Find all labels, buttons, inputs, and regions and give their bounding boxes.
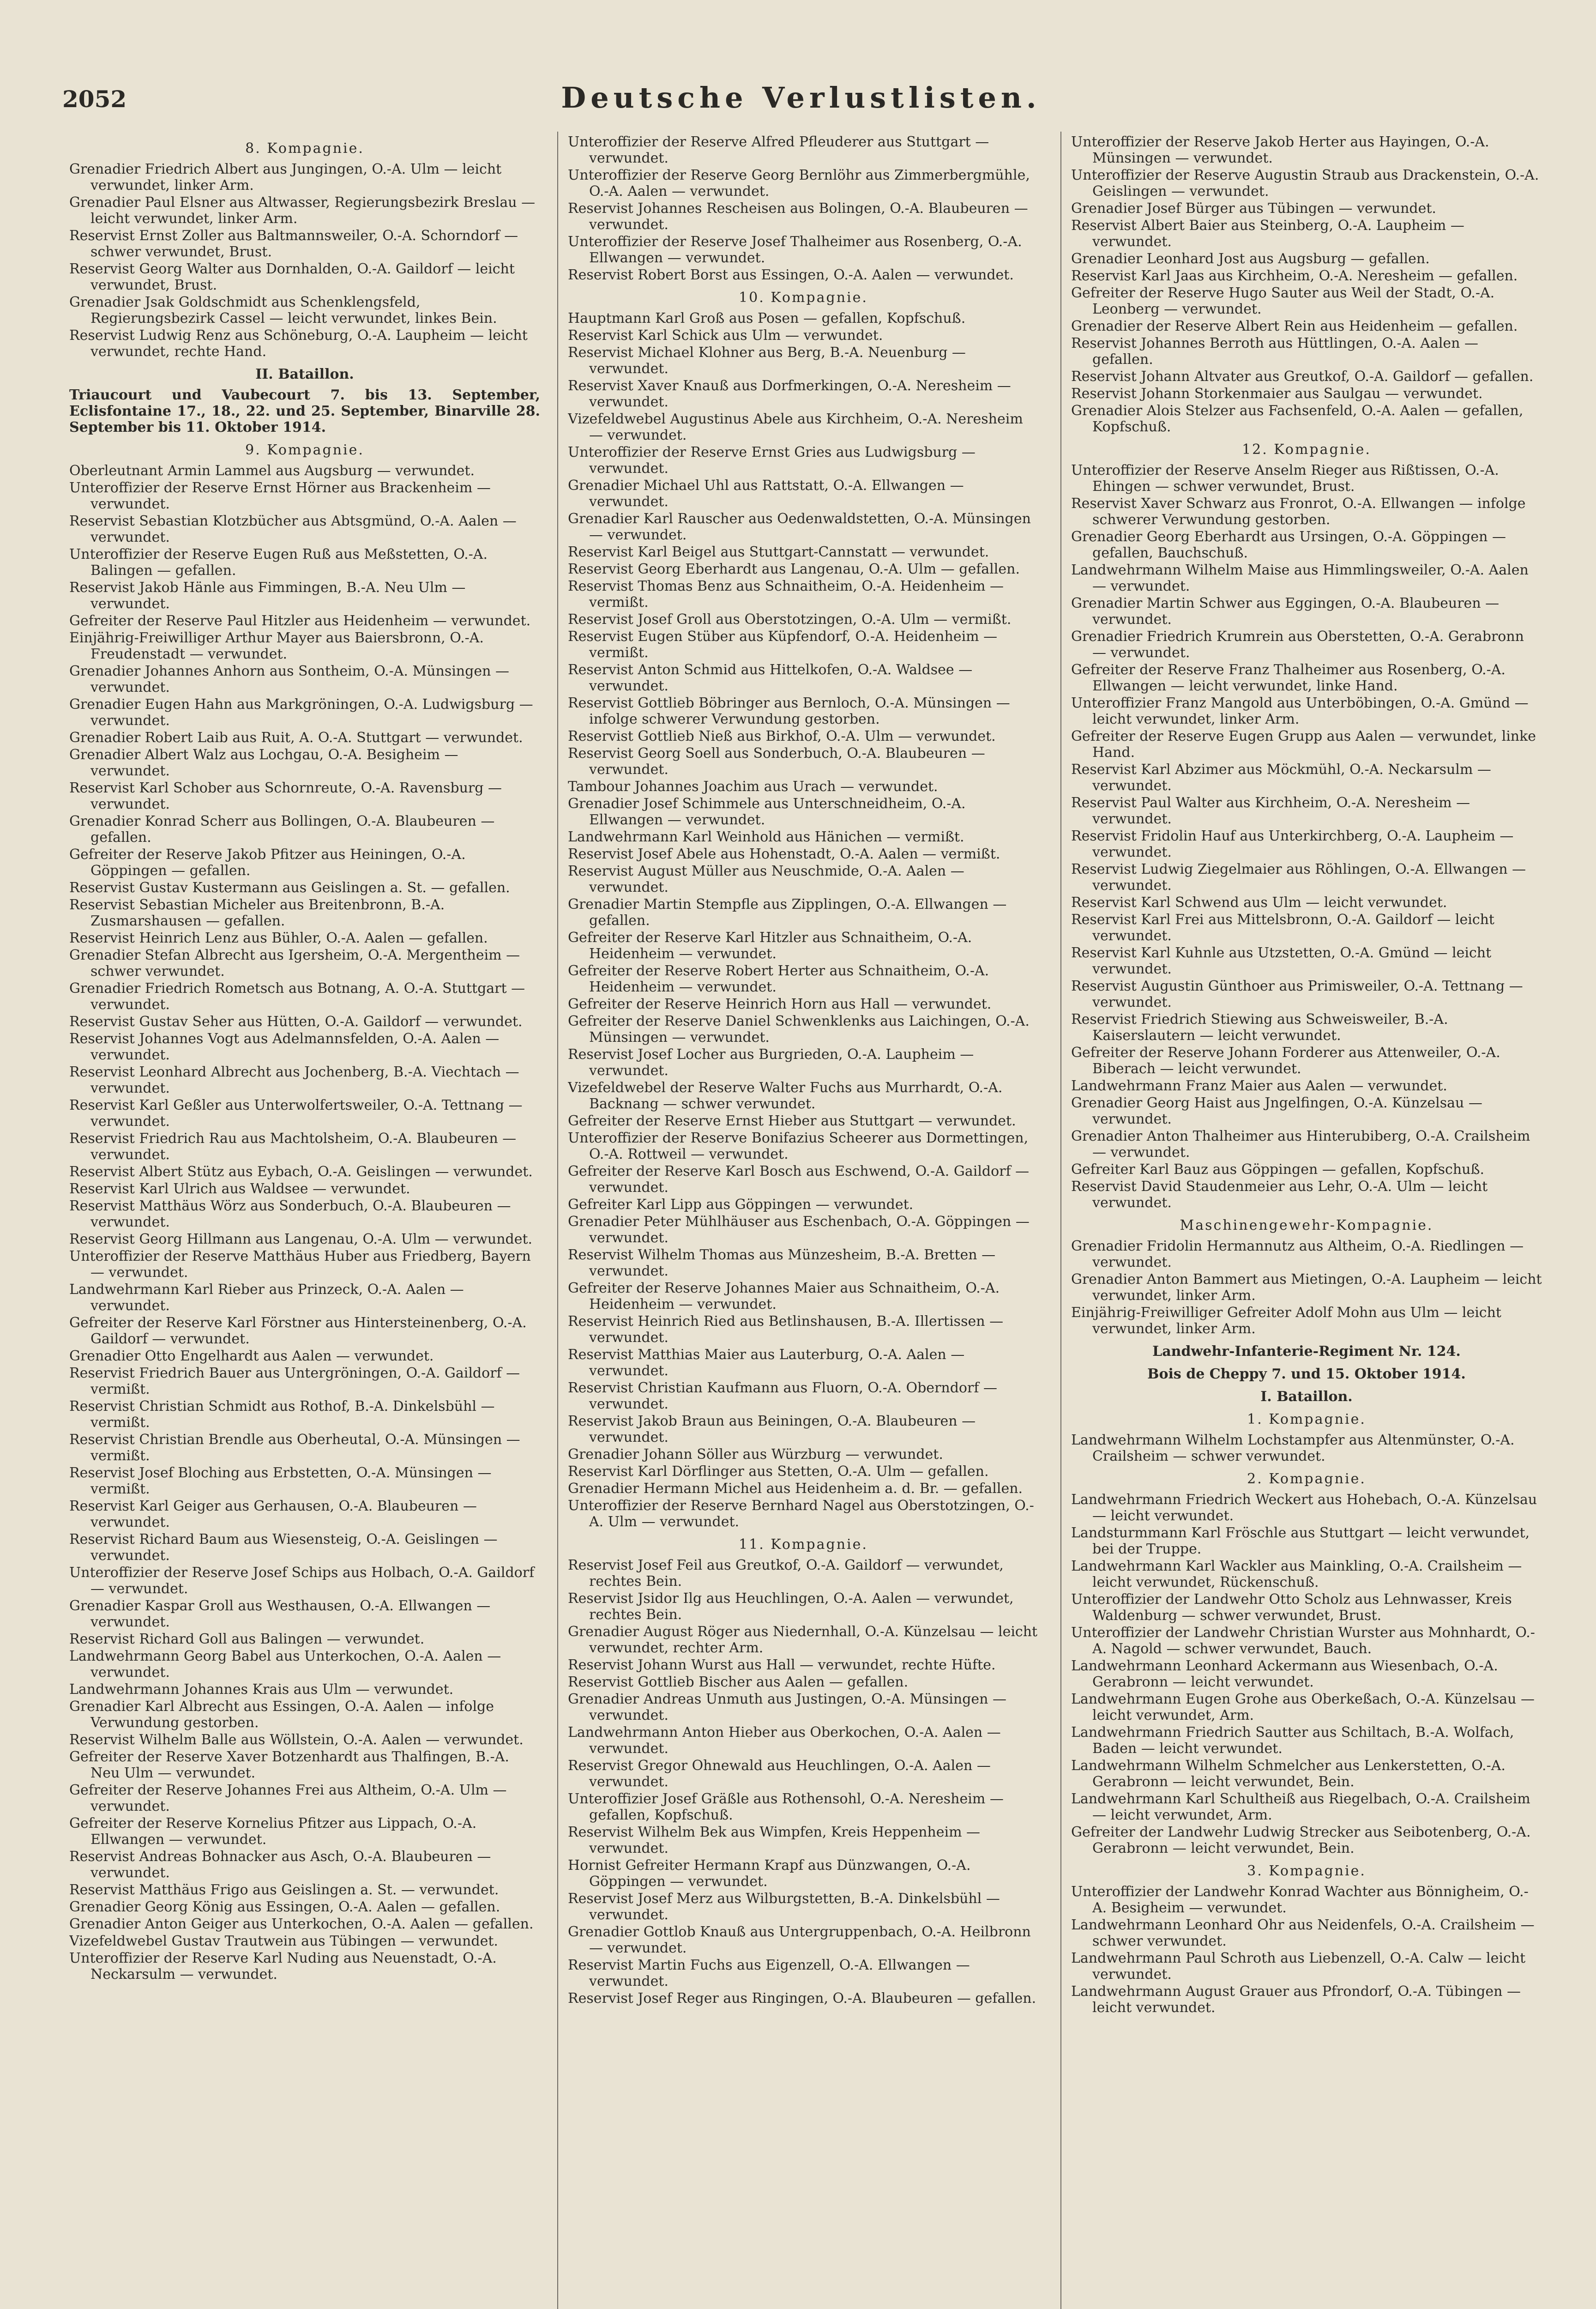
- casualty-entry: Unteroffizier der Reserve Josef Schips aus Holbach, O.-A. Gaildorf — verwundet.: [69, 1565, 535, 1597]
- casualty-entry: Grenadier Fridolin Hermannutz aus Altheim, O.-A. Riedlingen — verwundet.: [1071, 1238, 1524, 1270]
- casualty-entry: Gefreiter der Reserve Daniel Schwenklenks aus Laichingen, O.-A. Münsingen — verwundet.: [568, 1013, 1030, 1046]
- casualty-entry: Reservist Josef Locher aus Burgrieden, O.-A. Laupheim — verwundet.: [568, 1046, 974, 1079]
- casualty-entry: Reservist Xaver Schwarz aus Fronrot, O.-A. Ellwangen — infolge schwerer Verwundung gestorben.: [1071, 496, 1526, 528]
- casualty-entry: Hornist Gefreiter Hermann Krapf aus Dünzwangen, O.-A. Göppingen — verwundet.: [568, 1857, 971, 1890]
- casualty-entry: Grenadier Jsak Goldschmidt aus Schenklengsfeld, Regierungsbezirk Cassel — leicht verwundet, linkes Bein.: [69, 294, 497, 326]
- casualty-entry: Unteroffizier der Reserve Ernst Gries aus Ludwigsburg — verwundet.: [568, 444, 976, 477]
- casualty-entry: Grenadier Johann Söller aus Würzburg — verwundet.: [568, 1446, 943, 1463]
- section-heading: I. Bataillon.: [1260, 1389, 1353, 1405]
- casualty-entry: Reservist Karl Dörflinger aus Stetten, O.-A. Ulm — gefallen.: [568, 1463, 989, 1480]
- casualty-entry: Unteroffizier der Reserve Karl Nuding aus Neuenstadt, O.-A. Neckarsulm — verwundet.: [69, 1950, 497, 1983]
- casualty-entry: Grenadier Alois Stelzer aus Fachsenfeld, O.-A. Aalen — gefallen, Kopfschuß.: [1071, 403, 1524, 435]
- casualty-entry: Reservist Paul Walter aus Kirchheim, O.-A. Neresheim — verwundet.: [1071, 795, 1470, 827]
- casualty-entry: Landwehrmann Karl Rieber aus Prinzeck, O.-A. Aalen — verwundet.: [69, 1281, 464, 1314]
- casualty-entry: Unteroffizier Josef Gräßle aus Rothensohl, O.-A. Neresheim — gefallen, Kopfschuß.: [568, 1791, 1004, 1823]
- casualty-entry: Reservist Michael Klohner aus Berg, B.-A. Neuenburg — verwundet.: [568, 345, 966, 377]
- casualty-entry: Grenadier Friedrich Albert aus Jungingen, O.-A. Ulm — leicht verwundet, linker Arm.: [69, 161, 502, 193]
- column-rule: [557, 132, 558, 2309]
- casualty-entry: Reservist Andreas Bohnacker aus Asch, O.-A. Blaubeuren — verwundet.: [69, 1849, 491, 1881]
- casualty-entry: Reservist Martin Fuchs aus Eigenzell, O.-A. Ellwangen — verwundet.: [568, 1957, 970, 1989]
- casualty-entry: Gefreiter der Reserve Eugen Grupp aus Aalen — verwundet, linke Hand.: [1071, 728, 1536, 761]
- casualty-entry: Grenadier Paul Elsner aus Altwasser, Regierungsbezirk Breslau — leicht verwundet, linker Arm.: [69, 194, 536, 227]
- casualty-entry: Reservist Christian Brendle aus Oberheutal, O.-A. Münsingen — vermißt.: [69, 1432, 520, 1464]
- casualty-entry: Landwehrmann Friedrich Sautter aus Schiltach, B.-A. Wolfach, Baden — leicht verwundet.: [1071, 1724, 1514, 1757]
- casualty-entry: Landwehrmann Karl Wackler aus Mainkling, O.-A. Crailsheim — leicht verwundet, Rückenschuß.: [1071, 1558, 1522, 1590]
- casualty-entry: Grenadier Gottlob Knauß aus Untergruppenbach, O.-A. Heilbronn — verwundet.: [568, 1924, 1031, 1956]
- casualty-entry: Reservist Karl Geßler aus Unterwolfertsweiler, O.-A. Tettnang — verwundet.: [69, 1097, 523, 1130]
- casualty-entry: Reservist Johannes Berroth aus Hüttlingen, O.-A. Aalen — gefallen.: [1071, 335, 1479, 368]
- casualty-entry: Grenadier Josef Schimmele aus Unterschneidheim, O.-A. Ellwangen — verwundet.: [568, 796, 966, 828]
- casualty-entry: Grenadier Karl Rauscher aus Oedenwaldstetten, O.-A. Münsingen — verwundet.: [568, 511, 1031, 543]
- casualty-entry: Gefreiter der Reserve Karl Hitzler aus Schnaitheim, O.-A. Heidenheim — verwundet.: [568, 930, 972, 962]
- casualty-entry: Reservist Karl Schober aus Schornreute, O.-A. Ravensburg — verwundet.: [69, 780, 502, 812]
- casualty-entry: Reservist Friedrich Bauer aus Untergröningen, O.-A. Gaildorf — vermißt.: [69, 1365, 520, 1397]
- casualty-entry: Grenadier Georg Eberhardt aus Ursingen, O.-A. Göppingen — gefallen, Bauchschuß.: [1071, 529, 1506, 561]
- casualty-entry: Landwehrmann Karl Weinhold aus Hänichen — vermißt.: [568, 829, 964, 845]
- casualty-entry: Reservist Richard Goll aus Balingen — verwundet.: [69, 1631, 425, 1647]
- casualty-entry: Reservist Friedrich Stiewing aus Schweisweiler, B.-A. Kaiserslautern — leicht verwundet.: [1071, 1011, 1448, 1044]
- casualty-entry: Unteroffizier der Reserve Bernhard Nagel aus Oberstotzingen, O.-A. Ulm — verwundet.: [568, 1498, 1034, 1530]
- company-heading: 1. Kompagnie.: [1247, 1411, 1366, 1427]
- casualty-entry: Grenadier Eugen Hahn aus Markgröningen, O.-A. Ludwigsburg — verwundet.: [69, 696, 533, 729]
- casualty-entry: Reservist Anton Schmid aus Hittelkofen, O.-A. Waldsee — verwundet.: [568, 662, 973, 694]
- casualty-entry: Gefreiter der Reserve Jakob Pfitzer aus Heiningen, O.-A. Göppingen — gefallen.: [69, 846, 466, 879]
- casualty-entry: Reservist Matthias Maier aus Lauterburg, O.-A. Aalen — verwundet.: [568, 1347, 965, 1379]
- casualty-entry: Reservist Heinrich Lenz aus Bühler, O.-A. Aalen — gefallen.: [69, 930, 488, 946]
- casualty-entry: Grenadier Peter Mühlhäuser aus Eschenbach, O.-A. Göppingen — verwundet.: [568, 1214, 1030, 1246]
- casualty-entry: Reservist Karl Schick aus Ulm — verwundet.: [568, 327, 883, 344]
- casualty-entry: Reservist Eugen Stüber aus Küpfendorf, O.-A. Heidenheim — vermißt.: [568, 629, 998, 661]
- casualty-entry: Grenadier Leonhard Jost aus Augsburg — gefallen.: [1071, 251, 1430, 267]
- casualty-entry: Grenadier Friedrich Rometsch aus Botnang, A. O.-A. Stuttgart — verwundet.: [69, 980, 525, 1013]
- page-title: Deutsche Verlustlisten.: [561, 81, 1041, 115]
- casualty-entry: Reservist Karl Jaas aus Kirchheim, O.-A. Neresheim — gefallen.: [1071, 268, 1518, 284]
- casualty-entry: Reservist Heinrich Ried aus Betlinshausen, B.-A. Illertissen — verwundet.: [568, 1313, 1004, 1346]
- casualty-entry: Grenadier Georg Haist aus Jngelfingen, O.-A. Künzelsau — verwundet.: [1071, 1095, 1482, 1127]
- casualty-entry: Reservist Friedrich Rau aus Machtolsheim, O.-A. Blaubeuren — verwundet.: [69, 1130, 517, 1163]
- casualty-entry: Gefreiter der Reserve Paul Hitzler aus Heidenheim — verwundet.: [69, 613, 531, 629]
- casualty-entry: Landsturmmann Karl Fröschle aus Stuttgart — leicht verwundet, bei der Truppe.: [1071, 1525, 1530, 1557]
- casualty-entry: Reservist Christian Kaufmann aus Fluorn, O.-A. Oberndorf — verwundet.: [568, 1380, 997, 1412]
- casualty-entry: Landwehrmann Franz Maier aus Aalen — verwundet.: [1071, 1078, 1447, 1094]
- casualty-entry: Reservist Karl Schwend aus Ulm — leicht verwundet.: [1071, 895, 1447, 911]
- casualty-entry: Grenadier Robert Laib aus Ruit, A. O.-A. Stuttgart — verwundet.: [69, 730, 523, 746]
- casualty-entry: Gefreiter der Reserve Johann Forderer aus Attenweiler, O.-A. Biberach — leicht verwundet.: [1071, 1045, 1500, 1077]
- casualty-entry: Grenadier Otto Engelhardt aus Aalen — verwundet.: [69, 1348, 434, 1364]
- casualty-entry: Reservist Wilhelm Bek aus Wimpfen, Kreis Heppenheim — verwundet.: [568, 1824, 981, 1856]
- casualty-entry: Gefreiter der Reserve Heinrich Horn aus Hall — verwundet.: [568, 996, 992, 1012]
- casualty-entry: Unteroffizier der Reserve Augustin Straub aus Drackenstein, O.-A. Geislingen — verwundet.: [1071, 167, 1539, 199]
- casualty-entry: Reservist Wilhelm Balle aus Wöllstein, O.-A. Aalen — verwundet.: [69, 1732, 524, 1748]
- casualty-entry: Reservist Johann Wurst aus Hall — verwundet, rechte Hüfte.: [568, 1657, 996, 1673]
- casualty-entry: Vizefeldwebel Gustav Trautwein aus Tübingen — verwundet.: [69, 1933, 498, 1949]
- page-number: 2052: [62, 85, 127, 113]
- casualty-entry: Reservist Ludwig Renz aus Schöneburg, O.-A. Laupheim — leicht verwundet, rechte Hand.: [69, 327, 528, 360]
- casualty-entry: Reservist Johann Altvater aus Greutkof, O.-A. Gaildorf — gefallen.: [1071, 369, 1534, 385]
- casualty-entry: Reservist August Müller aus Neuschmide, O.-A. Aalen — verwundet.: [568, 863, 964, 895]
- casualty-entry: Gefreiter der Reserve Robert Herter aus Schnaitheim, O.-A. Heidenheim — verwundet.: [568, 963, 989, 995]
- casualty-entry: Reservist Gottlieb Böbringer aus Bernloch, O.-A. Münsingen — infolge schwerer Verwundung gestorben.: [568, 695, 1010, 727]
- casualty-entry: Gefreiter Karl Lipp aus Göppingen — verwundet.: [568, 1197, 914, 1213]
- casualty-entry: Reservist Jakob Braun aus Beiningen, O.-A. Blaubeuren — verwundet.: [568, 1413, 976, 1445]
- casualty-entry: Landwehrmann Wilhelm Schmelcher aus Lenkerstetten, O.-A. Gerabronn — leicht verwundet, Bein.: [1071, 1758, 1506, 1790]
- casualty-entry: Grenadier Karl Albrecht aus Essingen, O.-A. Aalen — infolge Verwundung gestorben.: [69, 1699, 494, 1731]
- casualty-entry: Grenadier Albert Walz aus Lochgau, O.-A. Besigheim — verwundet.: [69, 747, 458, 779]
- casualty-entry: Reservist Josef Merz aus Wilburgstetten, B.-A. Dinkelsbühl — verwundet.: [568, 1891, 1000, 1923]
- casualty-entry: Landwehrmann Eugen Grohe aus Oberkeßach, O.-A. Künzelsau — leicht verwundet, Arm.: [1071, 1691, 1535, 1723]
- casualty-entry: Grenadier Anton Geiger aus Unterkochen, O.-A. Aalen — gefallen.: [69, 1916, 534, 1932]
- casualty-entry: Reservist Josef Reger aus Ringingen, O.-A. Blaubeuren — gefallen.: [568, 1990, 1036, 2007]
- casualty-entry: Landwehrmann Anton Hieber aus Oberkochen, O.-A. Aalen — verwundet.: [568, 1724, 1001, 1757]
- casualty-entry: Reservist Josef Feil aus Greutkof, O.-A. Gaildorf — verwundet, rechtes Bein.: [568, 1557, 1004, 1590]
- casualty-entry: Gefreiter der Reserve Hugo Sauter aus Weil der Stadt, O.-A. Leonberg — verwundet.: [1071, 285, 1495, 317]
- casualty-entry: Reservist Matthäus Frigo aus Geislingen a. St. — verwundet.: [69, 1882, 499, 1898]
- casualty-entry: Reservist Johann Storkenmaier aus Saulgau — verwundet.: [1071, 386, 1483, 402]
- column-rule: [1060, 132, 1061, 2309]
- casualty-entry: Landwehrmann Leonhard Ohr aus Neidenfels, O.-A. Crailsheim — schwer verwundet.: [1071, 1917, 1535, 1949]
- section-heading: Bois de Cheppy 7. und 15. Oktober 1914.: [1147, 1366, 1466, 1382]
- casualty-entry: Unteroffizier der Reserve Georg Bernlöhr aus Zimmerbergmühle, O.-A. Aalen — verwundet.: [568, 167, 1030, 199]
- casualty-entry: Gefreiter der Reserve Johannes Frei aus Altheim, O.-A. Ulm — verwundet.: [69, 1782, 507, 1814]
- casualty-entry: Grenadier Hermann Michel aus Heidenheim a. d. Br. — gefallen.: [568, 1481, 1023, 1497]
- casualty-entry: Grenadier Martin Stempfle aus Zipplingen, O.-A. Ellwangen — gefallen.: [568, 896, 1007, 929]
- casualty-entry: Landwehrmann Wilhelm Maise aus Himmlingsweiler, O.-A. Aalen — verwundet.: [1071, 562, 1529, 594]
- casualty-entry: Reservist Jsidor Ilg aus Heuchlingen, O.-A. Aalen — verwundet, rechtes Bein.: [568, 1590, 1014, 1623]
- casualty-entry: Reservist Christian Schmidt aus Rothof, B.-A. Dinkelsbühl — vermißt.: [69, 1398, 495, 1431]
- company-heading: 2. Kompagnie.: [1247, 1471, 1366, 1487]
- casualty-entry: Unteroffizier der Reserve Jakob Herter aus Hayingen, O.-A. Münsingen — verwundet.: [1071, 134, 1489, 166]
- casualty-entry: Gefreiter Karl Bauz aus Göppingen — gefallen, Kopfschuß.: [1071, 1161, 1485, 1178]
- casualty-entry: Unteroffizier der Reserve Alfred Pfleuderer aus Stuttgart — verwundet.: [568, 134, 989, 166]
- casualty-entry: Grenadier Michael Uhl aus Rattstatt, O.-A. Ellwangen — verwundet.: [568, 478, 964, 510]
- casualty-entry: Reservist Gustav Kustermann aus Geislingen a. St. — gefallen.: [69, 880, 510, 896]
- casualty-entry: Grenadier Friedrich Krumrein aus Oberstetten, O.-A. Gerabronn — verwundet.: [1071, 629, 1524, 661]
- casualty-entry: Grenadier Josef Bürger aus Tübingen — verwundet.: [1071, 200, 1436, 217]
- casualty-entry: Unteroffizier der Reserve Bonifazius Scheerer aus Dormettingen, O.-A. Rottweil — verwundet.: [568, 1130, 1029, 1162]
- casualty-entry: Unteroffizier der Landwehr Christian Wurster aus Mohnhardt, O.-A. Nagold — schwer verwundet, Bauch.: [1071, 1625, 1535, 1657]
- casualty-entry: Reservist Wilhelm Thomas aus Münzesheim, B.-A. Bretten — verwundet.: [568, 1247, 996, 1279]
- casualty-entry: Unteroffizier der Reserve Eugen Ruß aus Meßstetten, O.-A. Balingen — gefallen.: [69, 546, 488, 579]
- casualty-entry: Reservist Johannes Rescheisen aus Bolingen, O.-A. Blaubeuren — verwundet.: [568, 200, 1028, 233]
- casualty-entry: Gefreiter der Landwehr Ludwig Strecker aus Seibotenberg, O.-A. Gerabronn — leicht verwundet, Bein.: [1071, 1824, 1531, 1856]
- casualty-entry: Reservist Sebastian Klotzbücher aus Abtsgmünd, O.-A. Aalen — verwundet.: [69, 513, 517, 545]
- company-heading: 11. Kompagnie.: [739, 1536, 868, 1553]
- casualty-entry: Grenadier Anton Bammert aus Mietingen, O.-A. Laupheim — leicht verwundet, linker Arm.: [1071, 1271, 1542, 1304]
- casualty-entry: Einjährig-Freiwilliger Gefreiter Adolf Mohn aus Ulm — leicht verwundet, linker Arm.: [1071, 1305, 1501, 1337]
- casualty-entry: Reservist Karl Ulrich aus Waldsee — verwundet.: [69, 1181, 410, 1197]
- casualty-entry: Unteroffizier der Landwehr Konrad Wachter aus Bönnigheim, O.-A. Besigheim — verwundet.: [1071, 1884, 1529, 1916]
- casualty-entry: Unteroffizier der Reserve Ernst Hörner aus Brackenheim — verwundet.: [69, 480, 491, 512]
- casualty-entry: Grenadier Andreas Unmuth aus Justingen, O.-A. Münsingen — verwundet.: [568, 1691, 1007, 1723]
- casualty-entry: Gefreiter der Reserve Johannes Maier aus Schnaitheim, O.-A. Heidenheim — verwundet.: [568, 1280, 1000, 1312]
- casualty-entry: Reservist Matthäus Wörz aus Sonderbuch, O.-A. Blaubeuren — verwundet.: [69, 1198, 511, 1230]
- casualty-entry: Reservist Fridolin Hauf aus Unterkirchberg, O.-A. Laupheim — verwundet.: [1071, 828, 1514, 860]
- casualty-entry: Reservist Josef Abele aus Hohenstadt, O.-A. Aalen — vermißt.: [568, 846, 1000, 862]
- casualty-entry: Tambour Johannes Joachim aus Urach — verwundet.: [568, 779, 938, 795]
- casualty-entry: Unteroffizier der Landwehr Otto Scholz aus Lehnwasser, Kreis Waldenburg — schwer verwundet, Brust.: [1071, 1591, 1512, 1624]
- column-3: [1071, 134, 1542, 2309]
- casualty-entry: Reservist Sebastian Micheler aus Breitenbronn, B.-A. Zusmarshausen — gefallen.: [69, 897, 445, 929]
- casualty-entry: Gefreiter der Reserve Karl Förstner aus Hintersteinenberg, O.-A. Gaildorf — verwundet.: [69, 1315, 527, 1347]
- casualty-entry: Reservist Albert Baier aus Steinberg, O.-A. Laupheim — verwundet.: [1071, 218, 1464, 250]
- casualty-entry: Vizefeldwebel der Reserve Walter Fuchs aus Murrhardt, O.-A. Backnang — schwer verwundet.: [568, 1080, 1003, 1112]
- casualty-entry: Reservist Johannes Vogt aus Adelmannsfelden, O.-A. Aalen — verwundet.: [69, 1031, 500, 1063]
- company-heading: 8. Kompagnie.: [245, 140, 364, 157]
- casualty-entry: Reservist Georg Hillmann aus Langenau, O.-A. Ulm — verwundet.: [69, 1231, 533, 1247]
- casualty-entry: Reservist Augustin Günthoer aus Primisweiler, O.-A. Tettnang — verwundet.: [1071, 978, 1523, 1010]
- section-heading: Landwehr-Infanterie-Regiment Nr. 124.: [1152, 1343, 1461, 1360]
- casualty-entry: Reservist Karl Kuhnle aus Utzstetten, O.-A. Gmünd — leicht verwundet.: [1071, 945, 1492, 977]
- casualty-entry: Gefreiter der Reserve Franz Thalheimer aus Rosenberg, O.-A. Ellwangen — leicht verwundet, linke Hand.: [1071, 662, 1506, 694]
- casualty-entry: Landwehrmann Friedrich Weckert aus Hohebach, O.-A. Künzelsau — leicht verwundet.: [1071, 1492, 1537, 1524]
- company-heading: 12. Kompagnie.: [1242, 441, 1371, 458]
- column-2: [568, 134, 1039, 2309]
- casualty-entry: Reservist Karl Beigel aus Stuttgart-Cannstatt — verwundet.: [568, 544, 989, 560]
- casualty-entry: Gefreiter der Reserve Ernst Hieber aus Stuttgart — verwundet.: [568, 1113, 1016, 1129]
- casualty-entry: Gefreiter der Reserve Xaver Botzenhardt aus Thalfingen, B.-A. Neu Ulm — verwundet.: [69, 1749, 509, 1781]
- casualty-entry: Reservist Ludwig Ziegelmaier aus Röhlingen, O.-A. Ellwangen — verwundet.: [1071, 861, 1526, 894]
- casualty-entry: Grenadier Johannes Anhorn aus Sontheim, O.-A. Münsingen — verwundet.: [69, 663, 509, 695]
- casualty-entry: Reservist Josef Groll aus Oberstotzingen, O.-A. Ulm — vermißt.: [568, 611, 1012, 628]
- column-1: [69, 134, 540, 2309]
- casualty-entry: Reservist Xaver Knauß aus Dorfmerkingen, O.-A. Neresheim — verwundet.: [568, 378, 1011, 410]
- casualty-entry: Reservist Josef Bloching aus Erbstetten, O.-A. Münsingen — vermißt.: [69, 1465, 492, 1497]
- casualty-entry: Reservist Gregor Ohnewald aus Heuchlingen, O.-A. Aalen — verwundet.: [568, 1758, 991, 1790]
- casualty-entry: Reservist Ernst Zoller aus Baltmannsweiler, O.-A. Schorndorf — schwer verwundet, Brust.: [69, 228, 518, 260]
- casualty-entry: Gefreiter der Reserve Karl Bosch aus Eschwend, O.-A. Gaildorf — verwundet.: [568, 1163, 1030, 1196]
- casualty-entry: Reservist Gottlieb Bischer aus Aalen — gefallen.: [568, 1674, 909, 1690]
- casualty-entry: Grenadier August Röger aus Niedernhall, O.-A. Künzelsau — leicht verwundet, rechter Arm.: [568, 1624, 1038, 1656]
- casualty-entry: Unteroffizier der Reserve Matthäus Huber aus Friedberg, Bayern — verwundet.: [69, 1248, 531, 1281]
- casualty-entry: Landwehrmann Johannes Krais aus Ulm — verwundet.: [69, 1681, 454, 1698]
- casualty-entry: Reservist Gottlieb Nieß aus Birkhof, O.-A. Ulm — verwundet.: [568, 728, 996, 744]
- casualty-entry: Oberleutnant Armin Lammel aus Augsburg — verwundet.: [69, 463, 475, 479]
- place-date-line: Triaucourt und Vaubecourt 7. bis 13. September, Eclisfontaine 17., 18., 22. und 25. September, Binarville 28. September bis 11. Oktober 1914.: [69, 387, 540, 435]
- casualty-entry: Unteroffizier der Reserve Anselm Rieger aus Rißtissen, O.-A. Ehingen — schwer verwundet, Brust.: [1071, 462, 1499, 495]
- company-heading: Maschinengewehr-Kompagnie.: [1180, 1217, 1433, 1233]
- casualty-entry: Reservist Richard Baum aus Wiesensteig, O.-A. Geislingen — verwundet.: [69, 1531, 498, 1564]
- casualty-entry: Reservist Jakob Hänle aus Fimmingen, B.-A. Neu Ulm — verwundet.: [69, 580, 466, 612]
- casualty-entry: Landwehrmann Paul Schroth aus Liebenzell, O.-A. Calw — leicht verwundet.: [1071, 1950, 1526, 1983]
- casualty-entry: Reservist Gustav Seher aus Hütten, O.-A. Gaildorf — verwundet.: [69, 1014, 523, 1030]
- casualty-entry: Reservist Thomas Benz aus Schnaitheim, O.-A. Heidenheim — vermißt.: [568, 578, 1004, 610]
- company-heading: 10. Kompagnie.: [739, 290, 868, 306]
- casualty-entry: Grenadier Kaspar Groll aus Westhausen, O.-A. Ellwangen — verwundet.: [69, 1598, 491, 1630]
- casualty-entry: Reservist David Staudenmeier aus Lehr, O.-A. Ulm — leicht verwundet.: [1071, 1179, 1488, 1211]
- casualty-entry: Reservist Karl Geiger aus Gerhausen, O.-A. Blaubeuren — verwundet.: [69, 1498, 477, 1530]
- casualty-entry: Landwehrmann Karl Schultheiß aus Riegelbach, O.-A. Crailsheim — leicht verwundet, Arm.: [1071, 1791, 1530, 1823]
- casualty-entry: Reservist Robert Borst aus Essingen, O.-A. Aalen — verwundet.: [568, 267, 1014, 283]
- casualty-entry: Einjährig-Freiwilliger Arthur Mayer aus Baiersbronn, O.-A. Freudenstadt — verwundet.: [69, 630, 484, 662]
- casualty-entry: Landwehrmann Wilhelm Lochstampfer aus Altenmünster, O.-A. Crailsheim — schwer verwundet.: [1071, 1432, 1515, 1464]
- casualty-entry: Reservist Georg Eberhardt aus Langenau, O.-A. Ulm — gefallen.: [568, 561, 1020, 577]
- casualty-entry: Grenadier Martin Schwer aus Eggingen, O.-A. Blaubeuren — verwundet.: [1071, 595, 1500, 628]
- casualty-entry: Grenadier Anton Thalheimer aus Hinterubiberg, O.-A. Crailsheim — verwundet.: [1071, 1128, 1530, 1161]
- casualty-entry: Reservist Georg Soell aus Sonderbuch, O.-A. Blaubeuren — verwundet.: [568, 745, 985, 778]
- casualty-entry: Unteroffizier Franz Mangold aus Unterböbingen, O.-A. Gmünd — leicht verwundet, linker Arm.: [1071, 695, 1529, 727]
- section-heading: II. Bataillon.: [255, 366, 354, 382]
- casualty-entry: Hauptmann Karl Groß aus Posen — gefallen, Kopfschuß.: [568, 310, 966, 326]
- casualty-entry: Grenadier Konrad Scherr aus Bollingen, O.-A. Blaubeuren — gefallen.: [69, 813, 495, 846]
- casualty-entry: Vizefeldwebel Augustinus Abele aus Kirchheim, O.-A. Neresheim — verwundet.: [568, 411, 1023, 443]
- casualty-entry: Landwehrmann Leonhard Ackermann aus Wiesenbach, O.-A. Gerabronn — leicht verwundet.: [1071, 1658, 1498, 1690]
- casualty-entry: Unteroffizier der Reserve Josef Thalheimer aus Rosenberg, O.-A. Ellwangen — verwundet.: [568, 234, 1022, 266]
- casualty-entry: Reservist Albert Stütz aus Eybach, O.-A. Geislingen — verwundet.: [69, 1164, 533, 1180]
- casualty-entry: Reservist Karl Frei aus Mittelsbronn, O.-A. Gaildorf — leicht verwundet.: [1071, 912, 1494, 944]
- casualty-entry: Reservist Leonhard Albrecht aus Jochenberg, B.-A. Viechtach — verwundet.: [69, 1064, 519, 1096]
- casualty-entry: Grenadier Georg König aus Essingen, O.-A. Aalen — gefallen.: [69, 1899, 500, 1915]
- company-heading: 3. Kompagnie.: [1247, 1863, 1366, 1879]
- casualty-entry: Grenadier der Reserve Albert Rein aus Heidenheim — gefallen.: [1071, 318, 1518, 334]
- casualty-entry: Reservist Karl Abzimer aus Möckmühl, O.-A. Neckarsulm — verwundet.: [1071, 762, 1491, 794]
- company-heading: 9. Kompagnie.: [245, 442, 364, 458]
- casualty-entry: Gefreiter der Reserve Kornelius Pfitzer aus Lippach, O.-A. Ellwangen — verwundet.: [69, 1815, 477, 1848]
- casualty-entry: Reservist Georg Walter aus Dornhalden, O.-A. Gaildorf — leicht verwundet, Brust.: [69, 261, 515, 293]
- casualty-entry: Landwehrmann August Grauer aus Pfrondorf, O.-A. Tübingen — leicht verwundet.: [1071, 1983, 1521, 2016]
- casualty-entry: Grenadier Stefan Albrecht aus Igersheim, O.-A. Mergentheim — schwer verwundet.: [69, 947, 520, 979]
- casualty-entry: Landwehrmann Georg Babel aus Unterkochen, O.-A. Aalen — verwundet.: [69, 1648, 501, 1680]
